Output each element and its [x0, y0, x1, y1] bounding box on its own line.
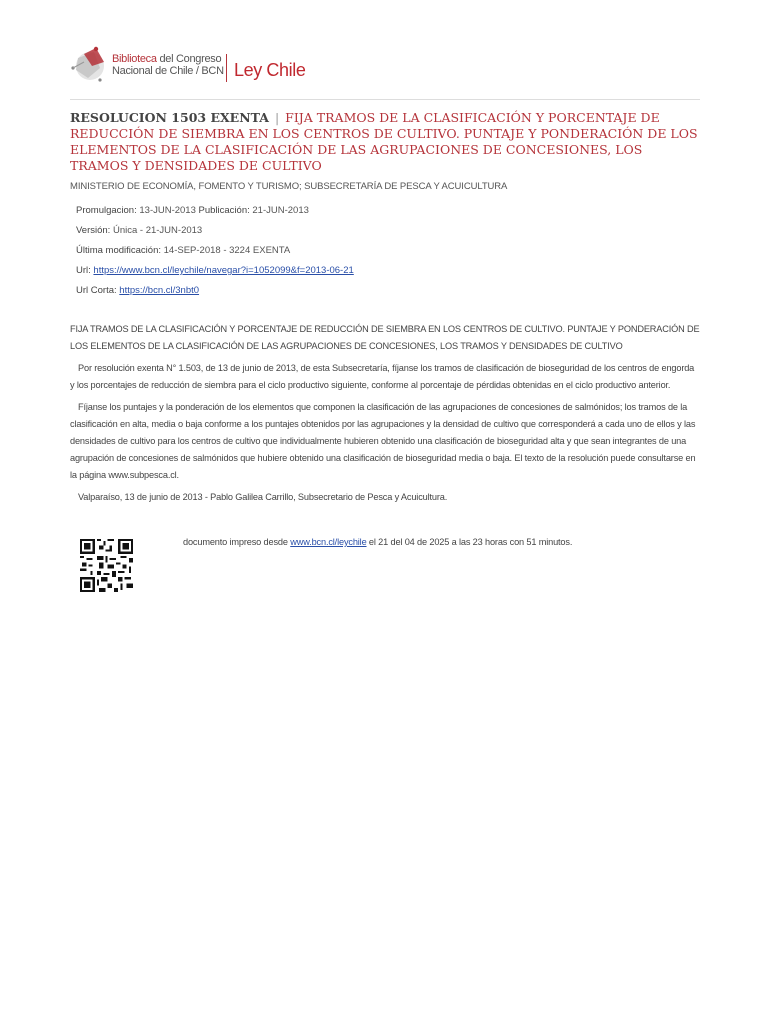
resolution-number: RESOLUCION 1503 EXENTA — [70, 110, 269, 125]
publicacion-label: Publicación: — [198, 205, 250, 216]
document-body — [70, 321, 700, 511]
version-value: Única - 21-JUN-2013 — [110, 225, 203, 236]
header — [70, 42, 700, 98]
logo-divider — [226, 54, 227, 82]
meta-row-dates — [76, 204, 696, 224]
printed-link[interactable]: www.bcn.cl/leychile — [290, 537, 367, 547]
resolution-title: FIJA TRAMOS DE LA CLASIFICACIÓN Y PORCENTAJE DE REDUCCIÓN DE SIEMBRA EN LOS CENTROS DE CULTIVO. PUNTAJE Y PONDERACIÓN DE LOS ELEMENTOS DE LA CLASIFICACIÓN DE LAS AGRUPACIONES DE CONCESIONES, LOS TRAMOS Y DENSIDADES DE CULTIVO — [70, 110, 698, 173]
url-label: Url: — [76, 265, 94, 276]
modificacion-label: Última modificación: — [76, 245, 161, 256]
meta-row-modification — [76, 244, 696, 264]
printed-prefix: documento impreso desde — [183, 537, 291, 547]
body-signature: Valparaíso, 13 de junio de 2013 - Pablo Galilea Carrillo, Subsecretario de Pesca y Acuicultura. — [78, 492, 448, 502]
qr-code-icon — [80, 539, 133, 592]
modificacion-value: 14-SEP-2018 - 3224 EXENTA — [161, 245, 291, 256]
body-paragraph-2: Fíjanse los puntajes y la ponderación de los elementos que componen la clasificación de las agrupaciones de concesiones de salmónidos; los tramos de la clasificación en alta, media o baja conforme a los puntajes obtenidos por las agrupaciones y la densidad de cultivo que corresponderá a cada uno de ellos y las densidades de cultivo para los centros de cultivo que individualmente hubieren obtenido una clasificación de bioseguridad alta y que sean integrantes de una agrupación de concesiones de salmónidos que hubiere obtenido una clasificación de bioseguridad media o baja. El texto de la resolución puede consultarse en la página www.subpesca.cl. — [70, 402, 696, 480]
promulgacion-label: Promulgacion: — [76, 205, 137, 216]
logo-text — [112, 53, 224, 77]
bcn-logo-icon — [70, 44, 110, 86]
logo-line2: Nacional de Chile / BCN — [112, 65, 224, 77]
url-link[interactable]: https://www.bcn.cl/leychile/navegar?i=1052099&f=2013-06-21 — [93, 265, 354, 276]
url-corta-link[interactable]: https://bcn.cl/3nbt0 — [119, 285, 200, 296]
logo-line1-b: del Congreso — [156, 53, 222, 65]
header-divider — [70, 99, 700, 100]
document-title — [70, 110, 700, 174]
promulgacion-value: 13-JUN-2013 — [136, 205, 199, 216]
meta-row-url — [76, 264, 696, 284]
meta-row-version — [76, 224, 696, 244]
ley-chile-brand[interactable]: Ley Chile — [234, 60, 306, 80]
body-paragraph-1: Por resolución exenta N° 1.503, de 13 de junio de 2013, de esta Subsecretaría, fíjanse los tramos de clasificación de bioseguridad de los centros de engorda y los porcentajes de reducción de siembra para el ciclo productivo siguiente, conforme al porcentaje de pérdidas obtenidas en el ciclo productivo anterior. — [70, 363, 695, 390]
meta-row-short-url — [76, 284, 696, 304]
printed-notice — [183, 537, 572, 547]
logo-line1-a: Biblioteca — [112, 53, 157, 65]
publicacion-value: 21-JUN-2013 — [249, 205, 309, 216]
printed-suffix: el 21 del 04 de 2025 a las 23 horas con 51 minutos. — [366, 537, 573, 547]
metadata-block — [76, 204, 696, 304]
url-corta-label: Url Corta: — [76, 285, 120, 296]
body-heading: FIJA TRAMOS DE LA CLASIFICACIÓN Y PORCENTAJE DE REDUCCIÓN DE SIEMBRA EN LOS CENTROS DE CULTIVO. PUNTAJE Y PONDERACIÓN DE LOS ELEMENTOS DE LA CLASIFICACIÓN DE LAS AGRUPACIONES DE CONCESIONES, LOS TRAMOS Y DENSIDADES DE CULTIVO — [70, 324, 700, 351]
ministry: MINISTERIO DE ECONOMÍA, FOMENTO Y TURISMO; SUBSECRETARÍA DE PESCA Y ACUICULTURA — [70, 181, 508, 192]
version-label: Versión: — [76, 225, 111, 236]
title-separator: | — [274, 110, 280, 125]
